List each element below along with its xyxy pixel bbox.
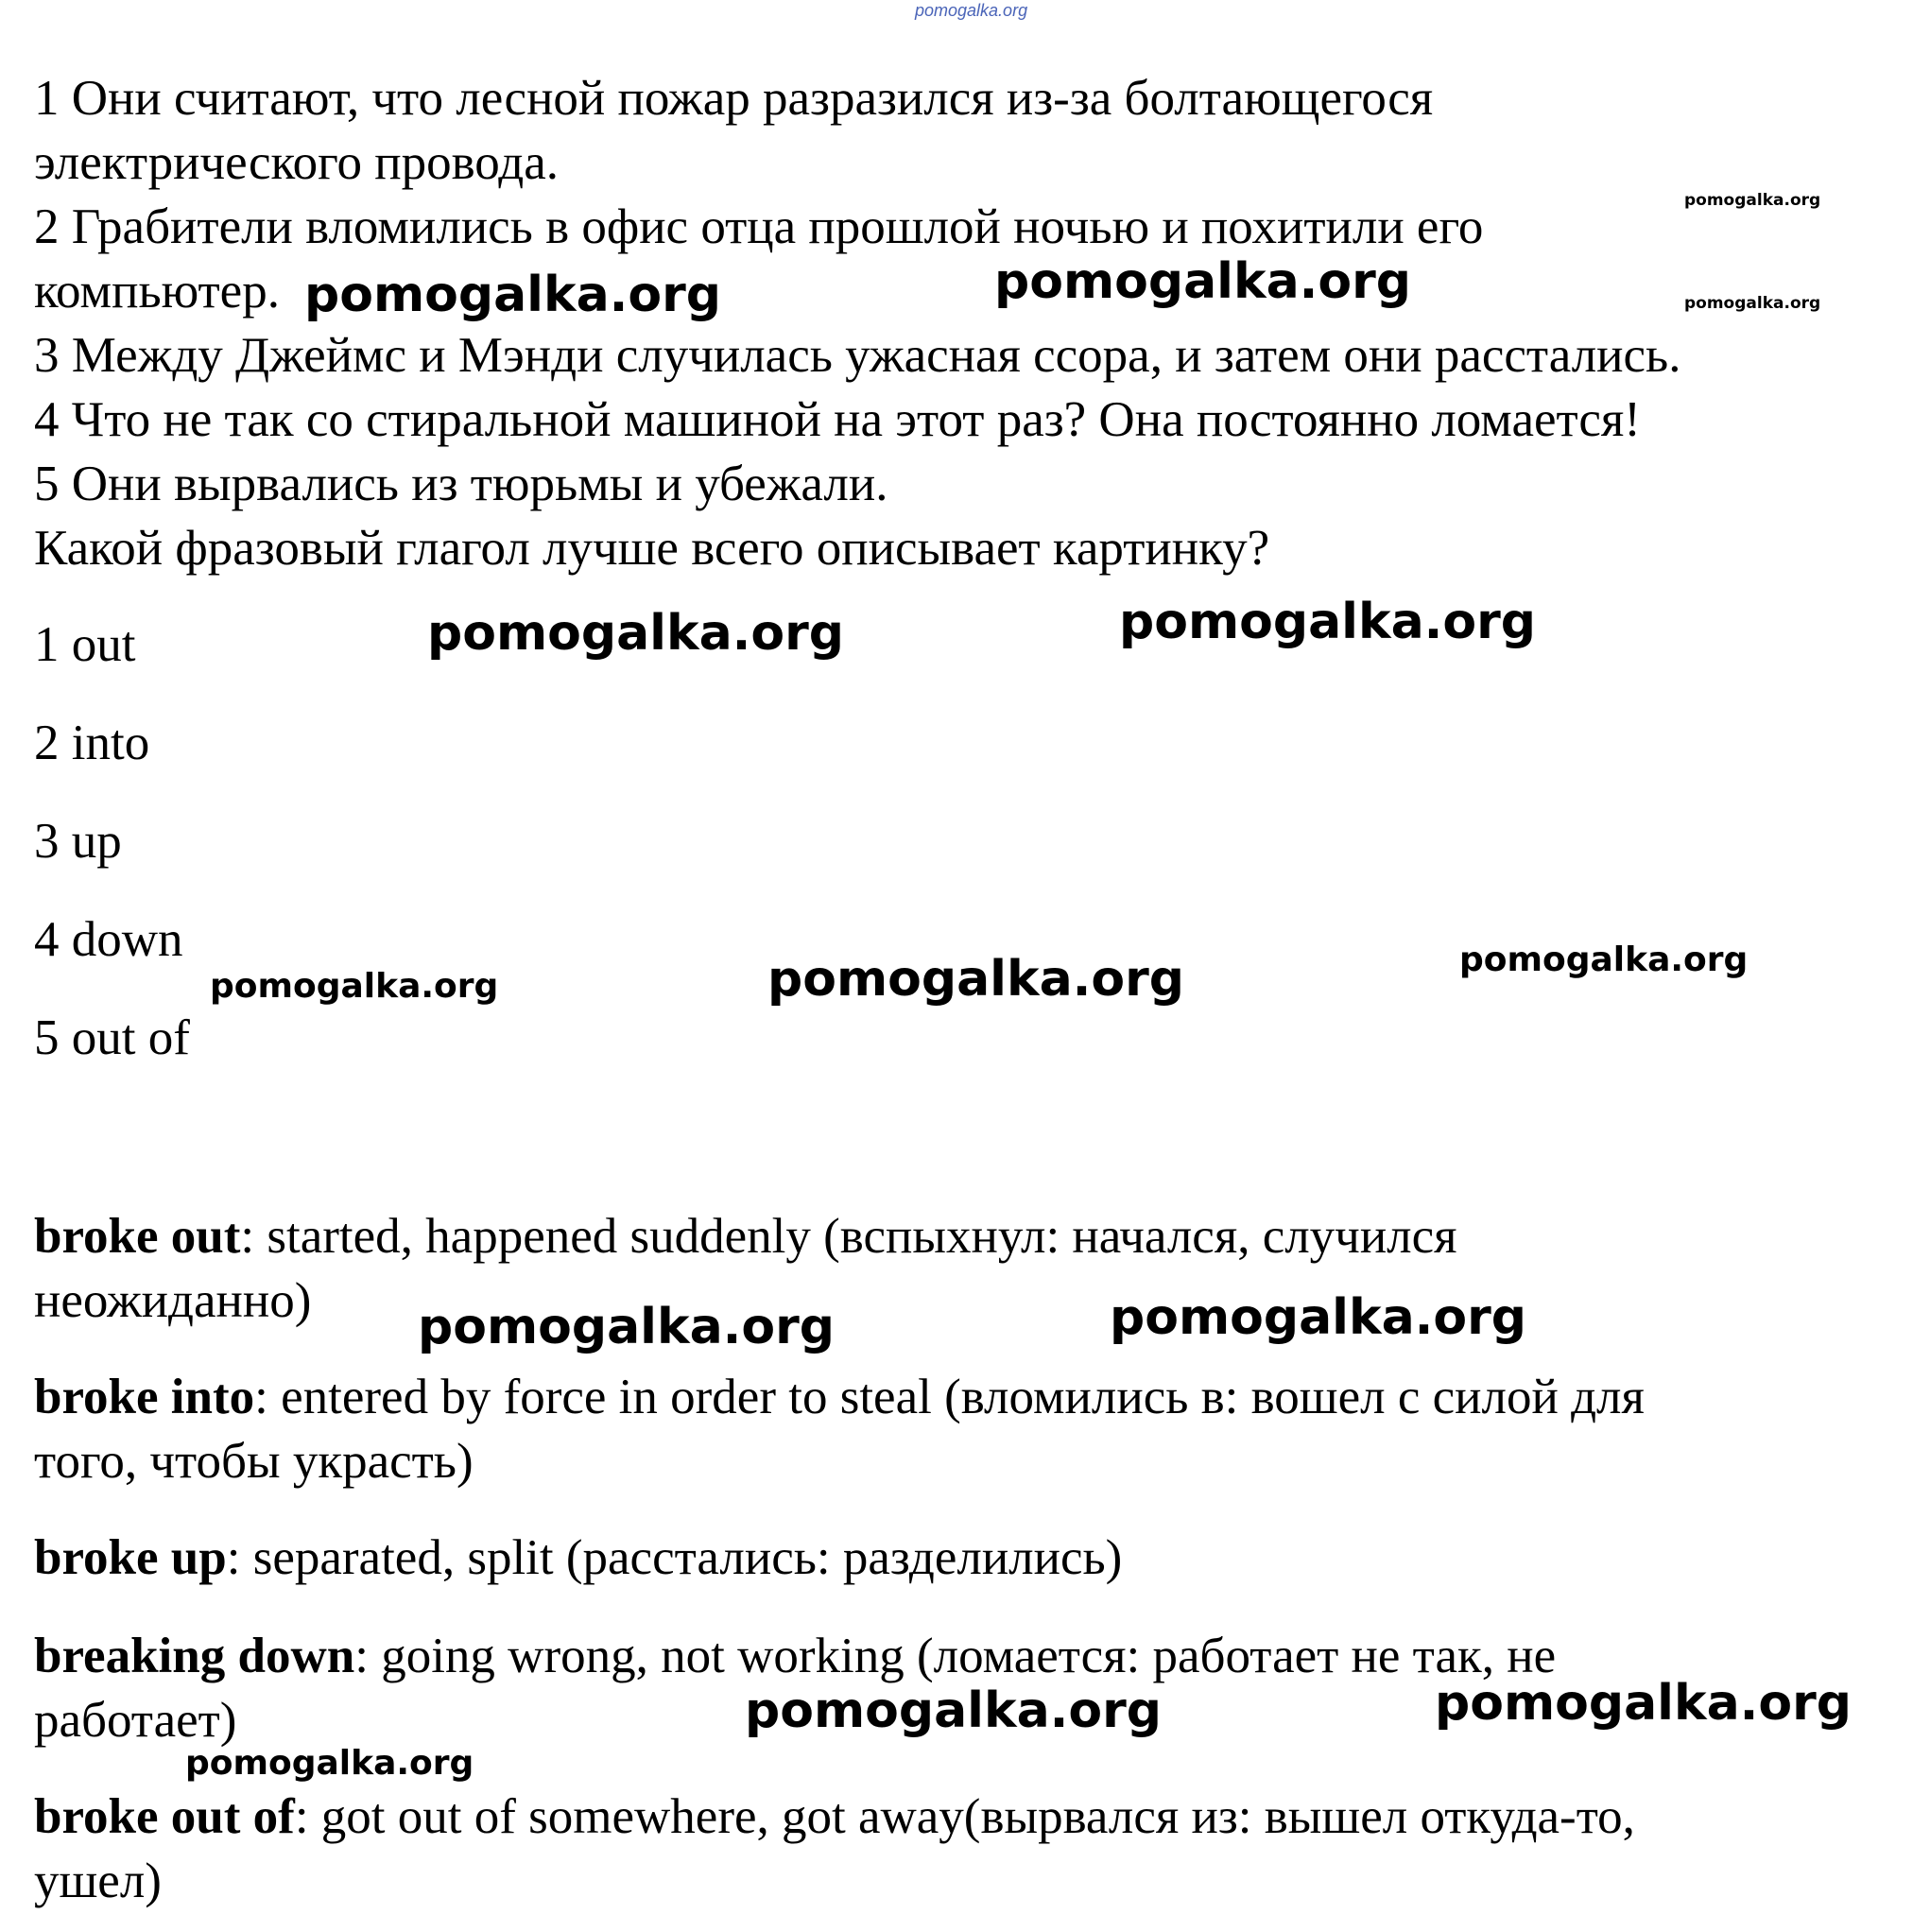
watermark: pomogalka.org [1684,191,1821,210]
answer-4: 4 down [34,912,183,967]
definition-text: : started, happened suddenly (вспыхнул: начался, случился [240,1209,1457,1264]
watermark: pomogalka.org [185,1744,474,1783]
translation-line-3: 3 Между Джеймс и Мэнди случилась ужасная ссора, и затем они расстались. [34,328,1681,383]
definition-4-cont: работает) [34,1693,237,1748]
translation-line-2: 2 Грабители вломились в офис отца прошлой ночью и похитили его [34,199,1484,254]
definition-1 [34,1204,1457,1268]
translation-line-5: 5 Они вырвались из тюрьмы и убежали. [34,457,888,511]
definition-text: : got out of somewhere, got away(вырвался из: вышел откуда-то, [294,1789,1635,1844]
definition-5-cont: ушел) [34,1854,162,1908]
watermark: pomogalka.org [745,1682,1163,1739]
watermark: pomogalka.org [1110,1289,1527,1346]
definition-term: broke out of [34,1789,295,1844]
definition-term: broke out [34,1209,241,1264]
watermark: pomogalka.org [767,951,1185,1008]
header-watermark: pomogalka.org [915,1,1028,20]
definition-term: broke into [34,1370,255,1424]
watermark: pomogalka.org [1119,594,1537,650]
translation-line-4: 4 Что не так со стиральной машиной на этот раз? Она постоянно ломается! [34,392,1641,447]
definition-text: : entered by force in order to steal (вломились в: вошел с силой для [254,1370,1645,1424]
definition-text: : going wrong, not working (ломается: работает не так, не [354,1629,1557,1683]
answer-5: 5 out of [34,1010,190,1065]
translation-line-2b: компьютер. [34,264,280,319]
answer-3: 3 up [34,814,122,869]
definition-2-cont: того, чтобы украсть) [34,1434,474,1489]
watermark: pomogalka.org [427,605,845,662]
watermark: pomogalka.org [1684,294,1821,313]
watermark: pomogalka.org [418,1299,836,1355]
definition-3 [34,1526,1122,1590]
definition-text: : separated, split (расстались: разделились) [226,1530,1123,1585]
watermark: pomogalka.org [994,253,1412,310]
definition-4 [34,1624,1556,1688]
definition-1-cont: неожиданно) [34,1273,312,1328]
answer-1: 1 out [34,617,136,672]
question: Какой фразовый глагол лучше всего описывает картинку? [34,521,1270,576]
definition-2 [34,1365,1645,1429]
answer-2: 2 into [34,716,150,770]
definition-term: breaking down [34,1629,355,1683]
watermark: pomogalka.org [1435,1675,1852,1732]
watermark: pomogalka.org [1459,940,1749,979]
definition-5 [34,1785,1635,1849]
translation-line-1b: электрического провода. [34,135,559,190]
watermark: pomogalka.org [304,267,722,323]
watermark: pomogalka.org [210,967,499,1006]
definition-term: broke up [34,1530,227,1585]
translation-line-1: 1 Они считают, что лесной пожар разразился из-за болтающегося [34,71,1434,126]
